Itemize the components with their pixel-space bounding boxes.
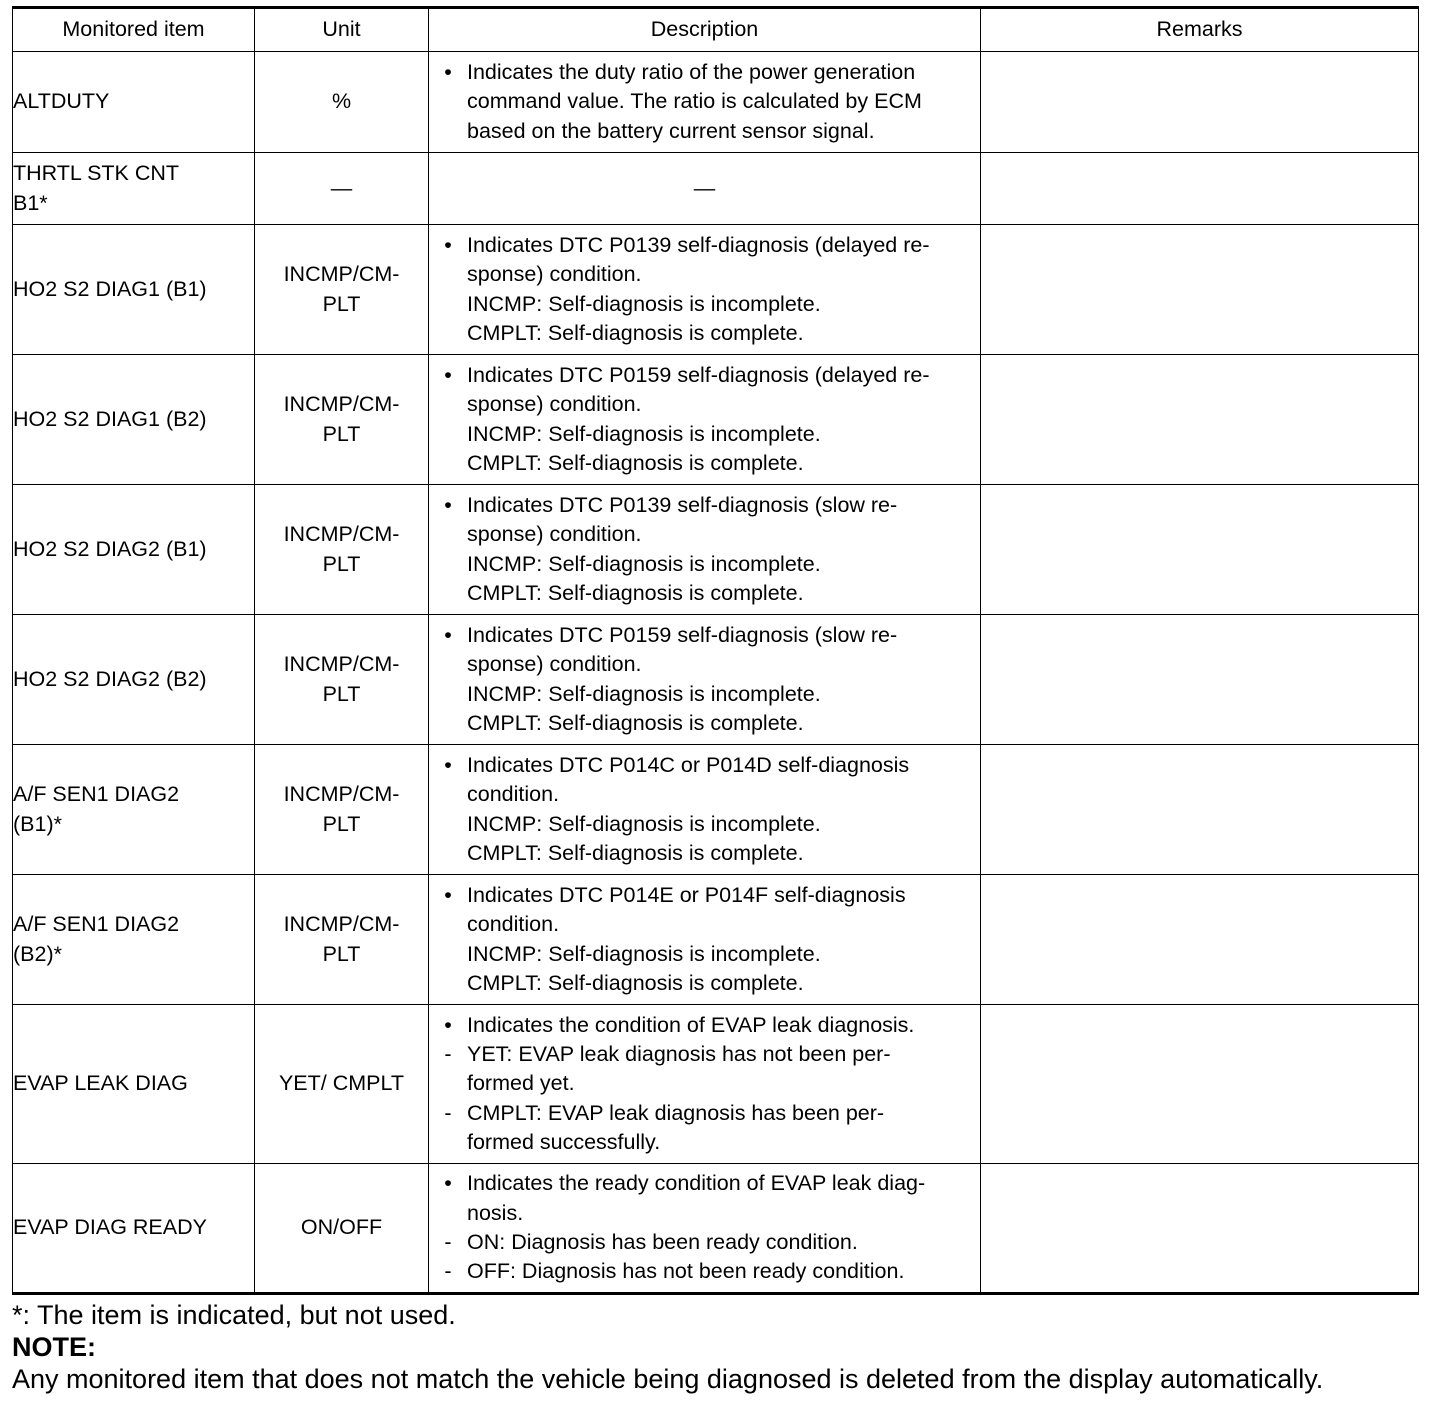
description-text: CMPLT: EVAP leak diagnosis has been per- [467, 1100, 885, 1125]
monitored-item-cell [13, 153, 255, 225]
indent-spacer [429, 1199, 467, 1228]
table-row [13, 153, 1419, 225]
description-text: CMPLT: Self-diagnosis is complete. [467, 320, 804, 345]
remarks-cell [981, 1005, 1419, 1164]
indent-spacer [429, 420, 467, 449]
indent-spacer [429, 969, 467, 998]
unit-text: INCMP/CM- [283, 392, 400, 417]
description-line [429, 390, 980, 419]
description-text: CMPLT: Self-diagnosis is complete. [467, 840, 804, 865]
description-line [429, 260, 980, 289]
indent-spacer [429, 680, 467, 709]
description-line [429, 1069, 980, 1098]
monitored-item-text: (B2)* [13, 941, 62, 966]
description-text: YET: EVAP leak diagnosis has not been per- [467, 1042, 891, 1067]
description-line [429, 1169, 980, 1198]
monitored-item-cell [13, 355, 255, 485]
description-line [429, 87, 980, 116]
description-line [429, 491, 980, 520]
description-text: Indicates the ready condition of EVAP leak diag- [467, 1171, 926, 1196]
monitored-item-text: B1* [13, 190, 48, 215]
dash-marker: - [444, 1100, 452, 1125]
remarks-cell [981, 1164, 1419, 1294]
description-text: formed successfully. [467, 1129, 661, 1154]
description-line [429, 810, 980, 839]
unit-text: INCMP/CM- [283, 522, 400, 547]
description-line [429, 117, 980, 146]
note-label: NOTE: [12, 1332, 96, 1362]
description-line [429, 839, 980, 868]
description-line [429, 650, 980, 679]
unit-text: % [331, 89, 352, 114]
indent-spacer [429, 579, 467, 608]
asterisk-footnote: *: The item is indicated, but not used. [12, 1300, 456, 1330]
monitored-item-text: THRTL STK CNT [13, 161, 180, 186]
description-text: INCMP: Self-diagnosis is incomplete. [467, 811, 821, 836]
indent-spacer [429, 1128, 467, 1157]
table-row [13, 225, 1419, 355]
header-description: Description [429, 8, 981, 52]
bullet-marker: • [444, 882, 452, 907]
description-text: ON: Diagnosis has been ready condition. [467, 1230, 858, 1254]
description-line [429, 290, 980, 319]
description-text: CMPLT: Self-diagnosis is complete. [467, 710, 804, 735]
description-text: CMPLT: Self-diagnosis is complete. [467, 580, 804, 605]
description-text: command value. The ratio is calculated by ECM [467, 89, 922, 114]
unit-text: INCMP/CM- [283, 782, 400, 807]
table-row [13, 1005, 1419, 1164]
description-text: formed yet. [467, 1071, 575, 1096]
monitored-item-cell [13, 875, 255, 1005]
monitored-item-text: EVAP DIAG READY [13, 1215, 207, 1240]
indent-spacer [429, 650, 467, 679]
bullet-marker: • [444, 60, 452, 85]
monitored-item-text: ALTDUTY [13, 89, 110, 114]
monitored-item-text: HO2 S2 DIAG1 (B2) [13, 406, 207, 431]
table-row [13, 745, 1419, 875]
bullet-marker: • [444, 362, 452, 387]
description-line [429, 881, 980, 910]
unit-text: PLT [322, 681, 361, 706]
indent-spacer [429, 940, 467, 969]
header-monitored-item: Monitored item [13, 8, 255, 52]
indent-spacer [429, 709, 467, 738]
monitored-item-cell [13, 485, 255, 615]
description-text: based on the battery current sensor signal. [467, 118, 875, 143]
description-text: Indicates the duty ratio of the power generation [467, 60, 916, 85]
indent-spacer [429, 810, 467, 839]
unit-cell [255, 875, 429, 1005]
description-line [429, 1128, 980, 1157]
description-text: sponse) condition. [467, 262, 642, 287]
remarks-cell [981, 225, 1419, 355]
description-text: Indicates DTC P0139 self-diagnosis (slow re- [467, 492, 898, 517]
description-text: — [693, 175, 716, 200]
unit-text: PLT [322, 291, 361, 316]
monitored-item-text: A/F SEN1 DIAG2 [13, 782, 180, 807]
unit-text: PLT [322, 811, 361, 836]
indent-spacer [429, 87, 467, 116]
description-cell [429, 745, 981, 875]
description-line [429, 579, 980, 608]
bullet-marker: • [444, 622, 452, 647]
description-line [429, 58, 980, 87]
description-line [429, 319, 980, 348]
remarks-cell [981, 52, 1419, 153]
dash-marker: - [444, 1259, 452, 1284]
unit-text: PLT [322, 551, 361, 576]
description-text: condition. [467, 782, 560, 807]
monitored-item-cell [13, 225, 255, 355]
description-cell [429, 1005, 981, 1164]
indent-spacer [429, 117, 467, 146]
unit-text: PLT [322, 941, 361, 966]
bullet-marker: • [444, 1171, 452, 1196]
unit-cell [255, 1005, 429, 1164]
description-text: Indicates the condition of EVAP leak diagnosis. [467, 1012, 915, 1037]
description-text: Indicates DTC P014E or P014F self-diagnosis [467, 882, 906, 907]
unit-cell [255, 615, 429, 745]
description-text: OFF: Diagnosis has not been ready condition. [467, 1259, 905, 1284]
description-text: condition. [467, 912, 560, 937]
monitored-item-text: A/F SEN1 DIAG2 [13, 912, 180, 937]
unit-text: YET/ CMPLT [278, 1071, 405, 1096]
indent-spacer [429, 780, 467, 809]
monitor-item-table [12, 6, 1419, 1295]
indent-spacer [429, 290, 467, 319]
description-text: sponse) condition. [467, 652, 642, 677]
description-line [429, 520, 980, 549]
description-line [429, 910, 980, 939]
indent-spacer [429, 449, 467, 478]
description-line [429, 1199, 980, 1228]
indent-spacer [429, 550, 467, 579]
remarks-cell [981, 355, 1419, 485]
unit-cell [255, 52, 429, 153]
description-text: INCMP: Self-diagnosis is incomplete. [467, 291, 821, 316]
dash-marker: - [444, 1042, 452, 1067]
dash-marker: - [444, 1230, 452, 1254]
indent-spacer [429, 260, 467, 289]
unit-cell [255, 485, 429, 615]
remarks-cell [981, 615, 1419, 745]
indent-spacer [429, 1069, 467, 1098]
description-cell [429, 1164, 981, 1294]
description-text: Indicates DTC P0139 self-diagnosis (delayed re- [467, 232, 930, 257]
unit-cell [255, 355, 429, 485]
unit-cell [255, 1164, 429, 1294]
description-cell [429, 615, 981, 745]
monitored-item-cell [13, 52, 255, 153]
description-line [429, 231, 980, 260]
description-text: Indicates DTC P0159 self-diagnosis (slow re- [467, 622, 898, 647]
bullet-marker: • [444, 232, 452, 257]
remarks-cell [981, 875, 1419, 1005]
description-text: sponse) condition. [467, 392, 642, 417]
unit-text: ON/OFF [300, 1215, 383, 1240]
remarks-cell [981, 485, 1419, 615]
header-unit: Unit [255, 8, 429, 52]
description-line [429, 621, 980, 650]
unit-text: INCMP/CM- [283, 262, 400, 287]
description-line [429, 420, 980, 449]
header-remarks: Remarks [981, 8, 1419, 52]
table-row [13, 1164, 1419, 1294]
unit-text: PLT [322, 421, 361, 446]
description-line [429, 780, 980, 809]
unit-cell [255, 225, 429, 355]
description-line [429, 449, 980, 478]
description-line [429, 1040, 980, 1069]
description-line [429, 1257, 980, 1286]
monitored-item-text: (B1)* [13, 811, 62, 836]
description-line [429, 1228, 980, 1257]
indent-spacer [429, 319, 467, 348]
description-text: INCMP: Self-diagnosis is incomplete. [467, 681, 821, 706]
monitored-item-text: HO2 S2 DIAG2 (B1) [13, 536, 207, 561]
description-cell [429, 875, 981, 1005]
table-body [13, 52, 1419, 1294]
monitored-item-text: HO2 S2 DIAG1 (B1) [13, 276, 207, 301]
remarks-cell [981, 745, 1419, 875]
table-row [13, 875, 1419, 1005]
table-row [13, 52, 1419, 153]
table-row [13, 355, 1419, 485]
description-text: Indicates DTC P014C or P014D self-diagnosis [467, 752, 910, 777]
description-text: sponse) condition. [467, 522, 642, 547]
description-line [429, 1011, 980, 1040]
table-header-row [13, 8, 1419, 52]
description-cell [429, 485, 981, 615]
monitored-item-cell [13, 1005, 255, 1164]
note-text: Any monitored item that does not match the vehicle being diagnosed is deleted from the display automatically. [12, 1364, 1324, 1394]
document [12, 6, 1418, 1395]
description-line [429, 709, 980, 738]
table-row [13, 615, 1419, 745]
unit-cell [255, 745, 429, 875]
unit-text: INCMP/CM- [283, 912, 400, 937]
monitored-item-cell [13, 1164, 255, 1294]
indent-spacer [429, 520, 467, 549]
indent-spacer [429, 390, 467, 419]
description-text: nosis. [467, 1200, 524, 1225]
indent-spacer [429, 839, 467, 868]
table-row [13, 485, 1419, 615]
description-line [429, 969, 980, 998]
description-cell [429, 52, 981, 153]
description-line [429, 1099, 980, 1128]
description-text: INCMP: Self-diagnosis is incomplete. [467, 941, 821, 966]
description-line [429, 751, 980, 780]
description-cell [429, 153, 981, 225]
unit-cell [255, 153, 429, 225]
monitored-item-cell [13, 615, 255, 745]
description-text: CMPLT: Self-diagnosis is complete. [467, 970, 804, 995]
unit-text: INCMP/CM- [283, 652, 400, 677]
description-cell [429, 355, 981, 485]
remarks-cell [981, 153, 1419, 225]
description-line [429, 680, 980, 709]
bullet-marker: • [444, 492, 452, 517]
description-line [429, 361, 980, 390]
bullet-marker: • [444, 752, 452, 777]
description-text: Indicates DTC P0159 self-diagnosis (delayed re- [467, 362, 930, 387]
monitored-item-text: HO2 S2 DIAG2 (B2) [13, 666, 207, 691]
monitored-item-text: EVAP LEAK DIAG [13, 1071, 188, 1096]
description-line [429, 550, 980, 579]
description-text: INCMP: Self-diagnosis is incomplete. [467, 551, 821, 576]
description-text: CMPLT: Self-diagnosis is complete. [467, 450, 804, 475]
bullet-marker: • [444, 1012, 452, 1037]
description-cell [429, 225, 981, 355]
indent-spacer [429, 910, 467, 939]
monitored-item-cell [13, 745, 255, 875]
unit-text: — [330, 175, 353, 200]
description-line [429, 940, 980, 969]
description-text: INCMP: Self-diagnosis is incomplete. [467, 421, 821, 446]
